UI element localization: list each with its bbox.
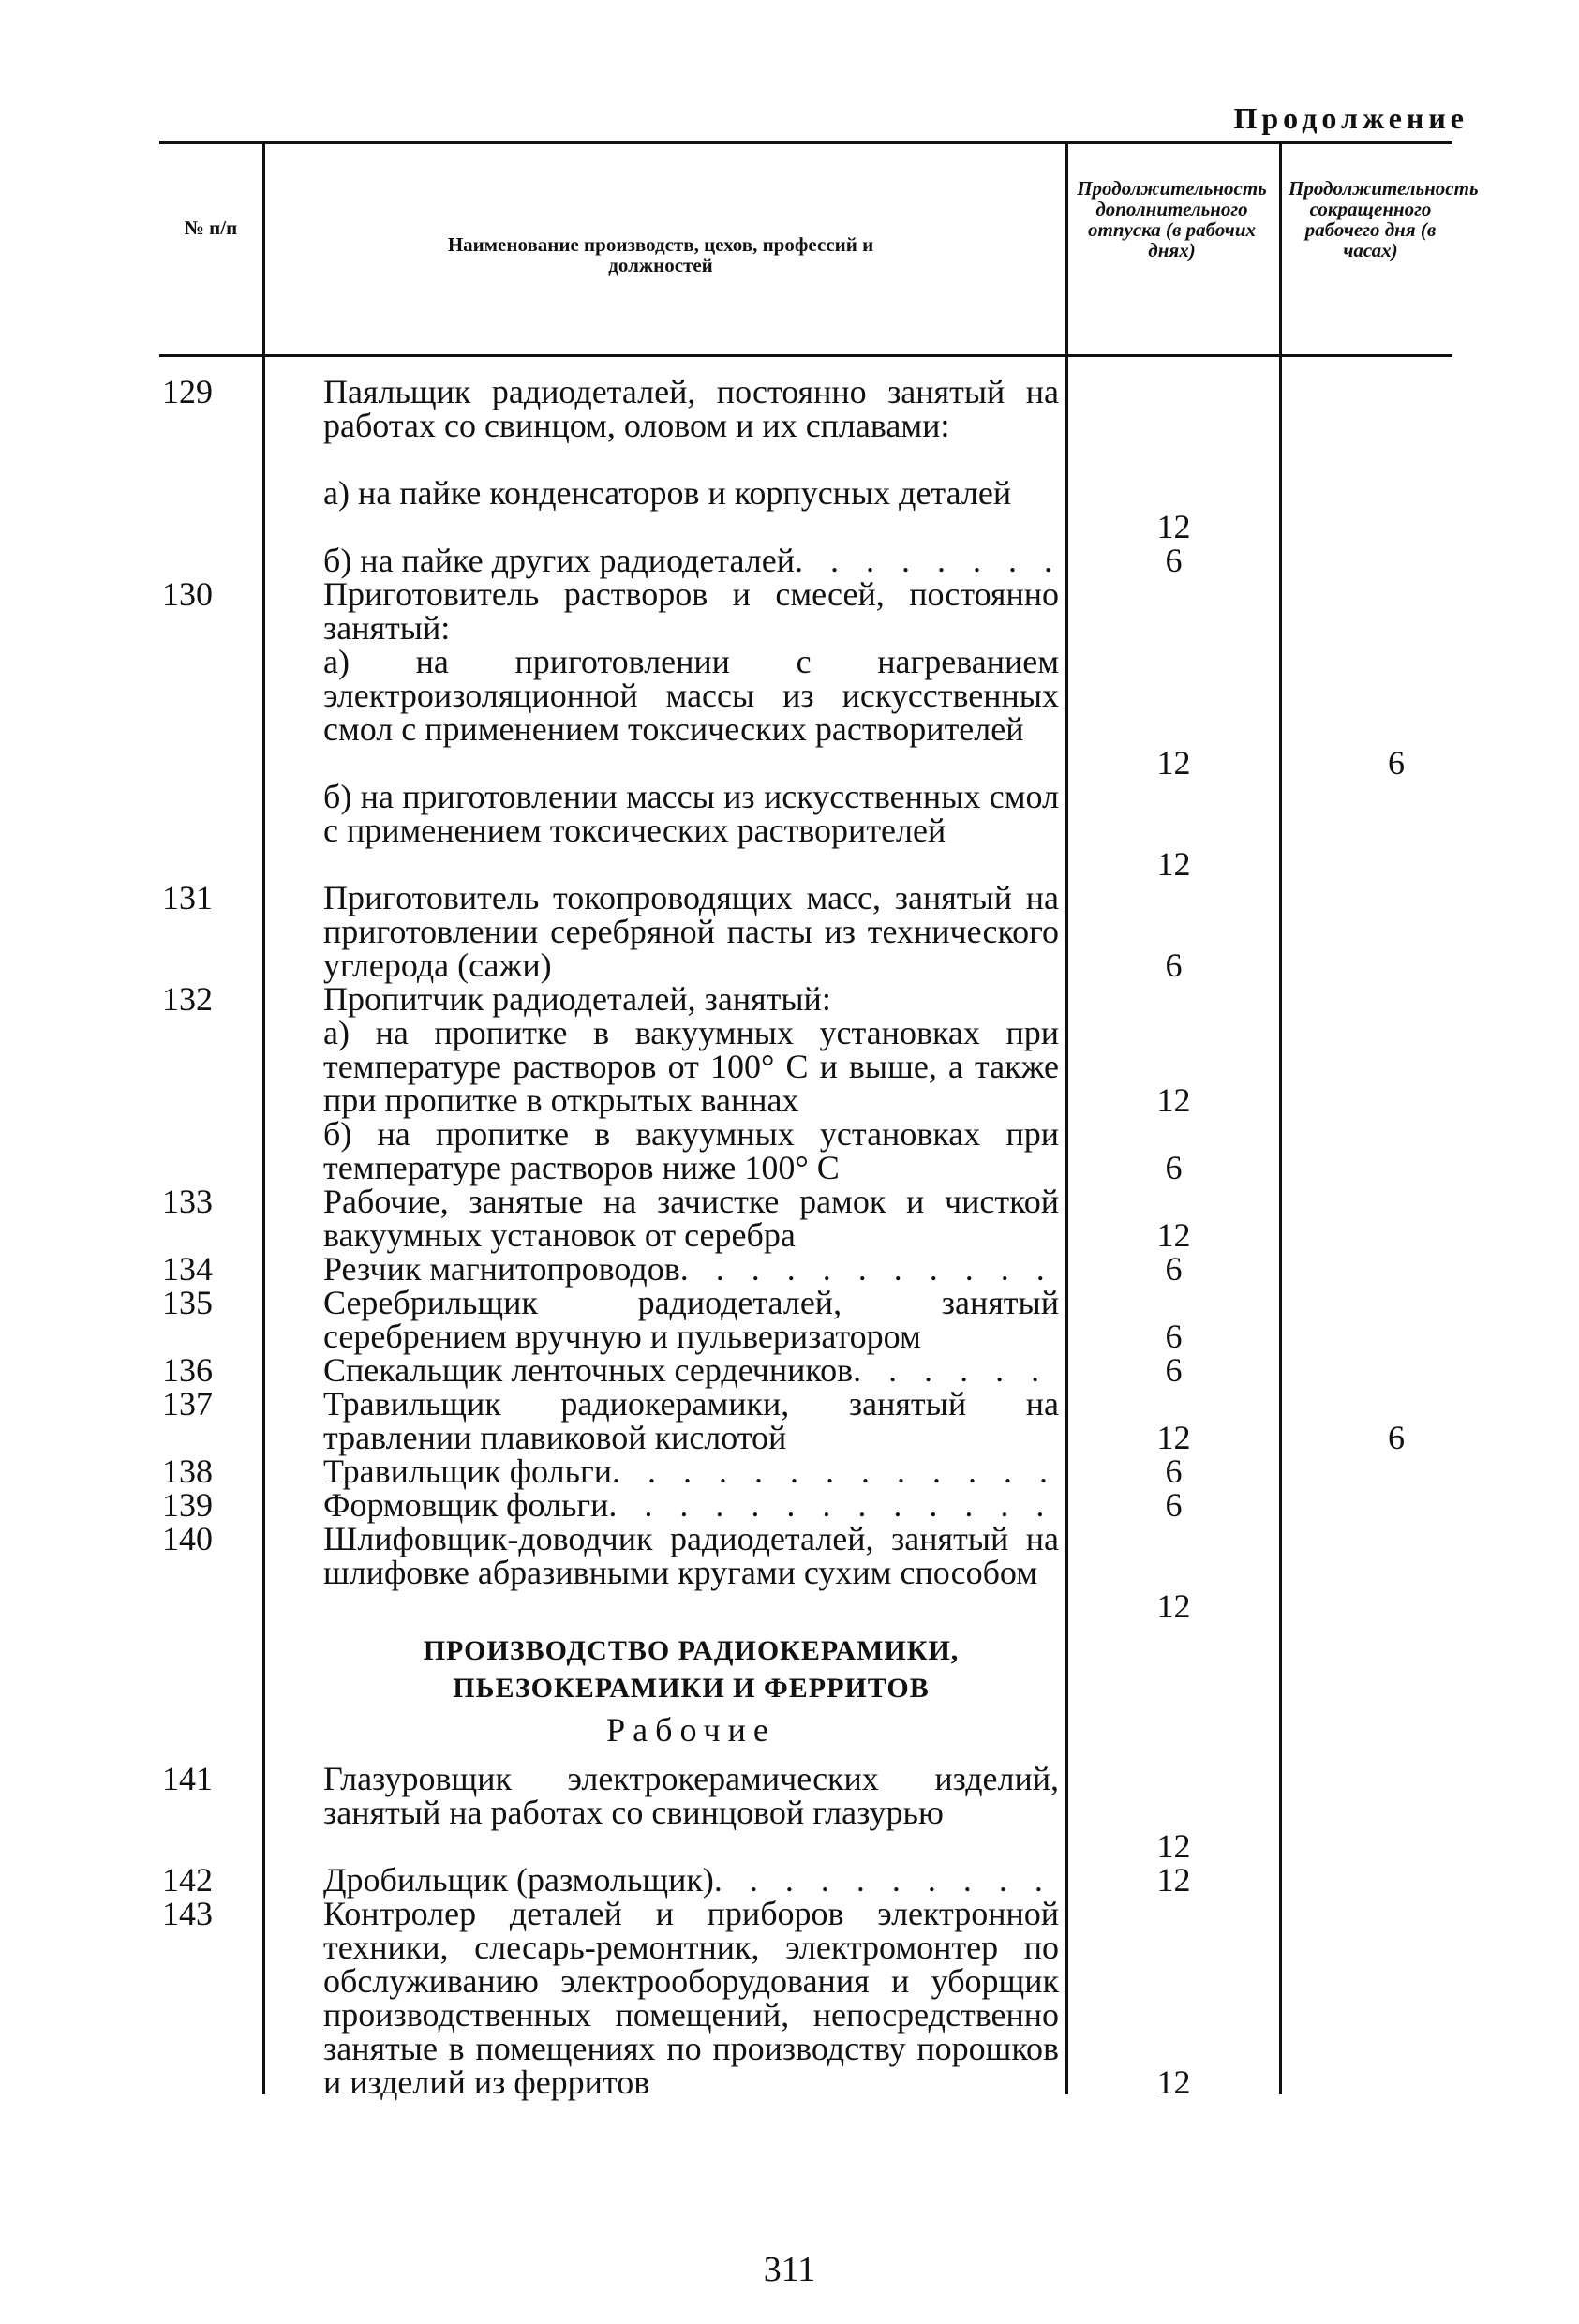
row-item (323, 1353, 1059, 1387)
leave-value: 6 (1165, 1318, 1183, 1355)
row-number: 143 (162, 1895, 213, 1932)
section-subtitle: Рабочие (606, 1711, 776, 1749)
sub-text: б) на пайке других радиодеталей (323, 542, 795, 579)
continuation-label: Продолжение (1233, 101, 1468, 135)
section-title: ПРОИЗВОДСТВО РАДИОКЕРАМИКИ, ПЬЕЗОКЕРАМИКИ И ФЕРРИТОВ (423, 1635, 960, 1704)
row-number: 141 (162, 1760, 213, 1797)
row-number: 135 (162, 1284, 213, 1321)
leave-value: 6 (1165, 1452, 1183, 1490)
header-col-short: Продолжительность сокращенного рабочего дня (в часах) (1289, 177, 1479, 261)
row-number: 132 (162, 980, 213, 1018)
row-text: Серебрильщик радиодеталей, занятый серебрением вручную и пульверизатором (323, 1284, 1059, 1355)
row-text: Паяльщик радиодеталей, постоянно занятый на работах со свинцом, оловом и их сплавами: (323, 373, 1059, 444)
leave-value: 12 (1156, 1587, 1191, 1625)
sub-text: а) на пайке конденсаторов и корпусных деталей (323, 474, 1012, 512)
row-text: Шлифовщик-доводчик радиодеталей, занятый на шлифовке абразивными кругами сухим способом (323, 1520, 1059, 1591)
header-col-name: Наименование производств, цехов, профессий и должностей (447, 233, 874, 276)
row-item (323, 1488, 1059, 1522)
leave-value: 6 (1165, 1486, 1183, 1524)
row-number: 142 (162, 1861, 213, 1899)
leave-value: 12 (1156, 1216, 1191, 1254)
row-text: Пропитчик радиодеталей, занятый: (323, 980, 831, 1018)
row-number: 134 (162, 1250, 213, 1288)
header-top-rule (159, 141, 1452, 144)
col-divider-3 (1279, 141, 1282, 2094)
header-col-leave: Продолжительность дополнительного отпуска (в рабочих днях) (1077, 177, 1267, 261)
short-value: 6 (1388, 1419, 1405, 1456)
row-text: Приготовитель растворов и смесей, постоянно занятый: (323, 575, 1059, 647)
row-number: 138 (162, 1452, 213, 1490)
leave-value: 12 (1156, 744, 1191, 782)
row-number: 139 (162, 1486, 213, 1524)
row-item (323, 1252, 1059, 1286)
col-divider-2 (1065, 141, 1068, 2094)
row-text: Глазуровщик электрокерамических изделий, занятый на работах со свинцовой глазурью (323, 1760, 1059, 1831)
leave-value: 12 (1156, 1827, 1191, 1865)
header-col-num: № п/п (184, 216, 238, 239)
row-number: 140 (162, 1520, 213, 1557)
col-divider-1 (262, 141, 265, 2094)
leave-value: 12 (1156, 1081, 1191, 1119)
sub-text: б) на пропитке в вакуумных установках при температуре растворов ниже 100° С (323, 1115, 1059, 1186)
leave-value: 6 (1165, 1351, 1183, 1389)
sub-text: а) на приготовлении с нагреванием электроизоляционной массы из искусственных смол с применением токсических растворителей (323, 643, 1059, 748)
row-item (323, 1863, 1059, 1897)
sub-text: а) на пропитке в вакуумных установках при температуре растворов от 100° С и выше, а также при пропитке в открытых ваннах (323, 1014, 1059, 1119)
sub-text: б) на приготовлении массы из искусственных смол с применением токсических растворителей (323, 778, 1059, 849)
row-text: Травильщик фольги (323, 1452, 612, 1490)
leave-value: 6 (1165, 1250, 1183, 1288)
page-number: 311 (763, 2250, 816, 2289)
leave-value: 12 (1156, 1419, 1191, 1456)
leave-value: 12 (1156, 1861, 1191, 1899)
row-text: Формовщик фольги (323, 1486, 609, 1524)
row-text: Контролер деталей и приборов электронной техники, слесарь-ремонтник, электромонтер по обслуживанию электрооборудования и уборщик производственных помещений, непосредственно занятые в помещениях по производству порошков и изделий из ферритов (323, 1895, 1059, 2101)
row-text: Приготовитель токопроводящих масс, занятый на приготовлении серебряной пасты из технического углерода (сажи) (323, 879, 1059, 984)
leave-value: 6 (1165, 1149, 1183, 1186)
row-text: Рабочие, занятые на зачистке рамок и чисткой вакуумных установок от серебра (323, 1183, 1059, 1254)
sub-item (323, 544, 1059, 577)
leave-value: 6 (1165, 542, 1183, 579)
sub-item (323, 476, 1059, 510)
row-number: 129 (162, 373, 213, 410)
row-number: 130 (162, 575, 213, 613)
row-text: Спекальщик ленточных сердечников (323, 1351, 854, 1389)
leave-value: 12 (1156, 845, 1191, 883)
row-item (323, 1454, 1059, 1488)
short-value: 6 (1388, 744, 1405, 782)
leave-value: 6 (1165, 946, 1183, 984)
leave-value: 12 (1156, 2063, 1191, 2101)
row-text: Резчик магнитопроводов (323, 1250, 680, 1288)
row-number: 136 (162, 1351, 213, 1389)
row-number: 131 (162, 879, 213, 916)
row-text: Травильщик радиокерамики, занятый на травлении плавиковой кислотой (323, 1385, 1059, 1456)
leave-value: 12 (1156, 508, 1191, 545)
row-number: 133 (162, 1183, 213, 1220)
header-bottom-rule (159, 354, 1452, 357)
row-text: Дробильщик (размольщик) (323, 1861, 714, 1899)
row-number: 137 (162, 1385, 213, 1423)
